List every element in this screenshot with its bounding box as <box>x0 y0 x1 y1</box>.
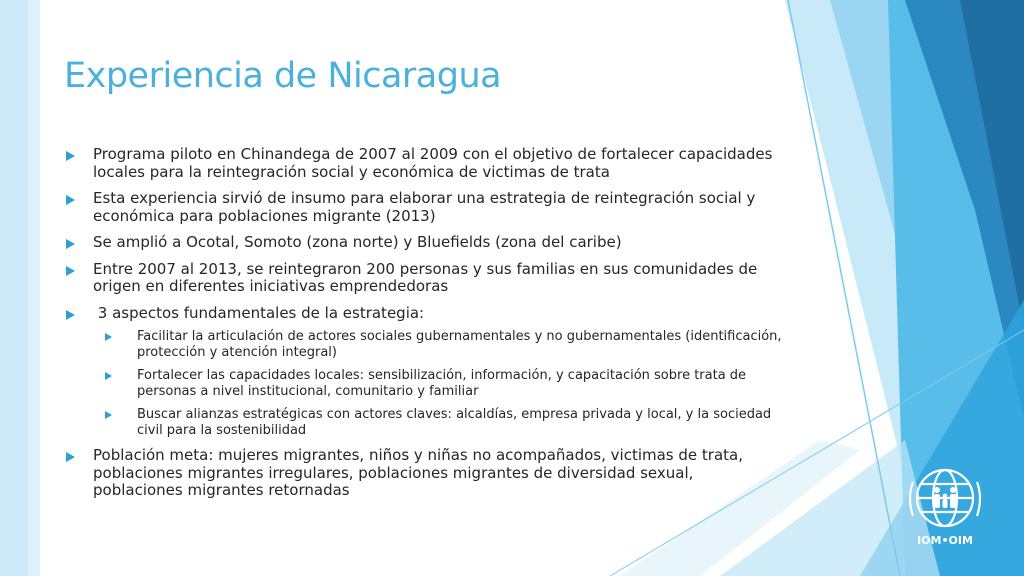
iom-emblem-icon <box>903 462 987 534</box>
bullet-text: Entre 2007 al 2013, se reintegraron 200 personas y sus familias en sus comunidades de origen en diferentes iniciativas emprendedoras <box>93 259 758 295</box>
sub-bullet-text: Buscar alianzas estratégicas con actores claves: alcaldías, empresa privada y local, y la sociedad civil para la sostenibilidad <box>137 407 772 438</box>
bullet-text: 3 aspectos fundamentales de la estrategia: <box>93 303 425 322</box>
sub-bullet-arrow-icon <box>105 372 112 380</box>
bullet-list <box>66 146 786 509</box>
logo-text: IOM•OIM <box>917 534 973 547</box>
bullet-text: Población meta: mujeres migrantes, niños y niñas no acompañados, victimas de trata, poblaciones migrantes irregulares, poblaciones migrantes de diversidad sexual, poblaciones migrantes retornadas <box>93 446 743 499</box>
bullet-item <box>66 261 786 296</box>
left-accent-shape-bright <box>0 0 40 576</box>
iom-logo <box>903 462 987 552</box>
sub-bullet-item <box>103 329 786 360</box>
sub-bullet-arrow-icon <box>105 411 112 419</box>
sub-bullet-text: Facilitar la articulación de actores sociales gubernamentales y no gubernamentales (identificación, protección y atención integral) <box>137 329 782 360</box>
bullet-item <box>66 305 786 439</box>
bullet-text: Se amplió a Ocotal, Somoto (zona norte) y Bluefields (zona del caribe) <box>93 233 622 251</box>
bullet-arrow-icon <box>66 452 75 462</box>
bullet-arrow-icon <box>66 151 75 161</box>
bullet-arrow-icon <box>66 239 75 249</box>
bullet-item <box>66 447 786 500</box>
sub-bullet-arrow-icon <box>105 333 112 341</box>
sub-bullet-list <box>93 329 786 438</box>
bullet-text: Esta experiencia sirvió de insumo para elaborar una estrategia de reintegración social y económica para poblaciones migrante (2013) <box>93 189 756 225</box>
slide-title: Experiencia de Nicaragua <box>64 56 502 96</box>
bullet-item <box>66 146 786 181</box>
bullet-item <box>66 234 786 252</box>
bullet-arrow-icon <box>66 195 75 205</box>
bullet-arrow-icon <box>66 266 75 276</box>
bullet-text: Programa piloto en Chinandega de 2007 al 2009 con el objetivo de fortalecer capacidades locales para la reintegración social y económica de victimas de trata <box>93 145 773 181</box>
sub-bullet-item <box>103 407 786 438</box>
sub-bullet-text: Fortalecer las capacidades locales: sensibilización, información, y capacitación sobre trata de personas a nivel institucional, comunitario y familiar <box>137 368 747 399</box>
bullet-arrow-icon <box>66 310 75 320</box>
bullet-item <box>66 190 786 225</box>
sub-bullet-item <box>103 368 786 399</box>
